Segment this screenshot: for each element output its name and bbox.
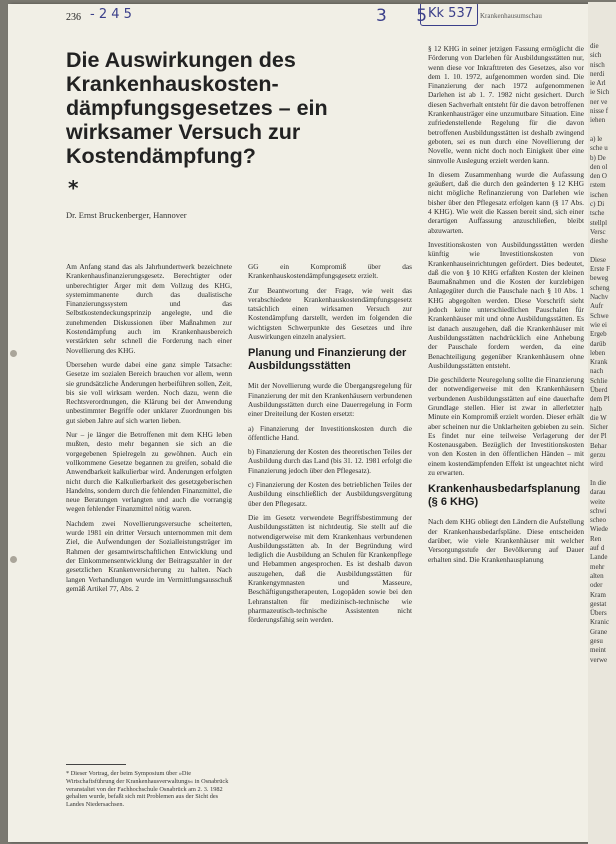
punch-hole (10, 556, 17, 563)
adjacent-page-line: darüb (590, 339, 606, 348)
adjacent-page-line: Kranic (590, 618, 610, 627)
adjacent-page-line: Behar (590, 441, 607, 450)
adjacent-page-line: Grane (590, 627, 608, 636)
adjacent-page-line: tsche (590, 209, 605, 218)
paragraph: GG ein Kompromiß über das Krankenhauskostendämpfungsgesetz erzielt. (248, 262, 412, 281)
paragraph: Die im Gesetz verwendete Begriffsbestimmung der Ausbildungsstätten ist nichtdeutig. Sie stellt auf die notwendigerweise mit dem Krankenhaus verbundenen Ausbildungsstätten ab. In der Begründung wird lediglich die Ausbildung an Schulen für Krankenpflege und Hebammen angesprochen. Es ist deshalb davon auszugehen, daß die Ausbildungsstätten für Krankengymnasten und Masseure, Beschäftigungstherapeuten, Logopäden sowie bei den Lehranstalten für medizinisch-technische wie pharmazeutisch-technische Assistenten nicht förderungsfähig sein werden. (248, 512, 412, 625)
adjacent-page-line: alten (590, 571, 604, 580)
adjacent-page-line: nisse f (590, 107, 609, 116)
paragraph: Am Anfang stand das als Jahrhundertwerk bezeichnete Krankenhausfinanzierungsgesetz. Berechtigter oder unberechtigter Ärger mit dem Vollzug des KHG, systemimmanente durch das dualistische Finanzierungssystem und das Selbstkostendeckungsprinzip angelegte, und die zunehmenden Diskussionen über Maßnahmen zur Kostendämpfung auch im Krankenhausbereich verstärkten sehr schnell die Forderung nach einer Novellierung des KHG. (66, 262, 232, 355)
author-line: Dr. Ernst Bruckenberger, Hannover (66, 210, 187, 220)
adjacent-page-line: gerzu (590, 451, 606, 460)
adjacent-page-line: iehen (590, 116, 606, 125)
adjacent-page-line: leben (590, 348, 606, 357)
punch-hole (10, 350, 17, 357)
paragraph: In diesem Zusammenhang wurde die Aufassung geäußert, daß die durch den geänderten § 12 KHG nicht mögliche Refinanzierung von Darlehen wie bisher über den Pflegesatz erfolgen kann (§ 17 Abs. 4 KHG). Wie weit die Kassen bereit sind, sich einer derartigen Auffassung anzuschließen, bleibt abzuwarten. (428, 169, 584, 235)
adjacent-page-line: wird (590, 460, 603, 469)
adjacent-page-line: nach (590, 367, 604, 376)
adjacent-page-line: ner ve (590, 97, 608, 106)
adjacent-page-line: Ergeb (590, 330, 607, 339)
adjacent-page-line: verwe (590, 655, 608, 664)
adjacent-page-line: rstem (590, 181, 606, 190)
adjacent-page-line: Sicher (590, 423, 608, 432)
adjacent-page-line: oder (590, 581, 603, 590)
handwritten-box-label: Kk 537 (428, 6, 473, 21)
adjacent-page-line: meint (590, 646, 606, 655)
adjacent-page-line: Nachv (590, 293, 609, 302)
adjacent-page-line: mehr (590, 562, 605, 571)
adjacent-page-line: den O (590, 172, 607, 181)
paragraph: c) Finanzierung der Kosten des betrieblichen Teiles der Ausbildung einschließlich der Ausbildungsvergütung über den Pflegesatz. (248, 480, 412, 508)
title-star: * (68, 176, 79, 200)
adjacent-page-line: Wiede (590, 525, 608, 534)
paragraph: Nachdem zwei Novellierungsversuche scheiterten, wurde 1981 ein dritter Versuch unternommen mit dem Ziel, die Aufwendungen der Sozialleistungsträger im Rahmen der gesamtwirtschaftlichen Entwicklung und der Einkommensentwicklung der Beitragszahler in der gesetzlichen Krankenversicherung zu halten. Nach langen Verhandlungen wurde im Vermittlungsausschuß gemäß Artikel 77, Abs. 2 (66, 518, 232, 593)
section-heading: Planung und Finanzierung der Ausbildungsstätten (248, 347, 407, 373)
adjacent-page-line: b) De (590, 153, 606, 162)
adjacent-page-line (590, 247, 610, 256)
adjacent-page-line: Lande (590, 553, 608, 562)
adjacent-page-line: Krank (590, 358, 608, 367)
adjacent-page-line (590, 470, 610, 479)
adjacent-page-line: Ren (590, 534, 602, 543)
adjacent-page-line: stellpl (590, 218, 608, 227)
adjacent-page-edge (588, 2, 616, 844)
paragraph: b) Finanzierung der Kosten des theoretischen Teiles der Ausbildung durch das Land (bis 31. 12. 1981 erfolgt die Finanzierung jedoch über den Pflegesatz). (248, 447, 412, 475)
adjacent-page-line: Versc (590, 227, 606, 236)
adjacent-page-line: sche u (590, 144, 608, 153)
adjacent-page-line: nerdi (590, 69, 605, 78)
adjacent-page-line: a) le (590, 134, 603, 143)
adjacent-page-line: halb (590, 404, 603, 413)
adjacent-page-line: Kram (590, 590, 606, 599)
adjacent-page-line: Übers (590, 609, 607, 618)
adjacent-page-line: c) Di (590, 200, 605, 209)
adjacent-page-line: darau (590, 488, 606, 497)
adjacent-page-line: Schlie (590, 376, 608, 385)
adjacent-page-line: ie Arl (590, 79, 606, 88)
footnote-rule (66, 764, 126, 765)
adjacent-page-line: den ol (590, 162, 608, 171)
adjacent-page-line: In die (590, 478, 607, 487)
paragraph: Mit der Novellierung wurde die Übergangsregelung für Finanzierung der mit den Krankenhäusern verbundenen Ausbildungsstätten durch eine Dauerregelung in Form einer Dreiteilung der Kosten ersetzt: (248, 381, 412, 419)
running-head: Krankenhausumschau (480, 12, 542, 20)
paragraph: Die geschilderte Neuregelung sollte die Finanzierung der notwendigerweise mit den Krankenhäusern verbundenen Ausbildungsstätten auf eine dauerhafte Grundlage stellen. Hier ist zwar in allerletzter Minute ein Kompromiß erzielt worden. Dieser erhält aber scheinen nur die Unklarheiten gebieben zu sein. Es findet nur eine teilweise Verlagerung der Kostenausgaben. Bezüglich der Investitionskosten von den Kosten in den öffentlichen Händen – mit einem kostendämpfenden Effekt ist ungeachtet nicht zu erwarten. (428, 375, 584, 478)
adjacent-page-line: sich (590, 51, 602, 60)
section-heading: Krankenhausbedarfsplanung (§ 6 KHG) (428, 483, 581, 509)
paragraph: Nur – je länger die Betroffenen mit dem KHG leben mußten, desto mehr begannen sie sich an die vorgegebenen Spielregeln zu gewöhnen. Auch ein vollkommene Gesetze begannen zu greifen, sobald die Anwendbarkeit kalkulierbar wird. Änderungen erfolgten nicht durch die Kalkulierbarkeit des gesetzgeberischen Handelns, sondern durch die fehlenden Finanzmittel, die neue Beratungen verlangten und auch die vorrangig wegen fehlender Finanzmittel nötig waren. (66, 430, 232, 514)
adjacent-page-line: Diese (590, 255, 606, 264)
adjacent-page-line: Überd (590, 385, 608, 394)
footnote: * Dieser Vortrag, der beim Symposium über »Die Wirtschaftsführung der Krankenhausverwaltungs« in Osnabrück veranstaltet von der Fachhochschule Osnabrück am 2. 3. 1982 gehalten wurde, befaßt sich mit Problemen aus der Sicht des Landes Niedersachsen. (66, 770, 229, 809)
adjacent-page-line: die (590, 42, 599, 50)
adjacent-page-line: die W (590, 413, 607, 422)
column-1 (66, 262, 232, 598)
column-2 (248, 262, 412, 630)
paragraph: § 12 KHG in seiner jetzigen Fassung ermöglicht die Förderung von Darlehen für Ausbildungsstätten nur, wenn diese vor Inkrafttreten des Gesetzes, also vor dem 1. 10. 1972, aufgenommen worden sind. Die Finanzierung der nach 1972 aufgenommenen Darlehen ist ab 1. 7. 1982 nicht gesichert. Durch diesen Sachverhalt entsteht für die davon betroffenen Krankenhausträger eine unzumutbare Situation. Eine zufriedenstellende Regelung für die davon betroffenen Ausbildungsstätten ist deshalb zwingend geboten, sei es nun durch eine Novellierung der Novelle, wenn nicht doch noch Einigkeit über eine sinnvolle Auslegung erzielt werden kann. (428, 44, 584, 165)
adjacent-page-line: Erste F (590, 265, 611, 274)
adjacent-page-line: Aufr (590, 302, 604, 311)
adjacent-page-line: der Pl (590, 432, 607, 441)
adjacent-page-line: wie ei (590, 320, 607, 329)
handwritten-page-number: - 2 4 5 (90, 7, 132, 22)
paragraph: a) Finanzierung der Investitionskosten durch die öffentliche Hand. (248, 423, 412, 442)
adjacent-page-line (590, 126, 610, 135)
adjacent-page-line: Schwe (590, 311, 609, 320)
adjacent-page-line: nisch (590, 60, 605, 69)
article-title: Die Auswirkungen des Krankenhauskosten-dämpfungsgesetzes – ein wirksamer Versuch zur Kostendämpfung? (66, 48, 328, 168)
magazine-page (8, 4, 588, 842)
adjacent-page-line: auf d (590, 544, 605, 553)
paragraph: Zur Beantwortung der Frage, wie weit das verabschiedete Krankenhauskostendämpfungsgesetz tatsächlich einen wirksamen Versuch zur Kostendämpfung darstellt, werden im folgenden die wichtigsten Schwerpunkte des Gesetzes und ihre Auswirkungen einzeln analysiert. (248, 285, 412, 342)
adjacent-page-line: dem Pl (590, 395, 610, 404)
adjacent-page-line: beweg (590, 274, 609, 283)
adjacent-page-line: gestat (590, 599, 607, 608)
adjacent-page-line: ischen (590, 190, 608, 199)
adjacent-page-line: gesu (590, 637, 603, 645)
adjacent-page-line: weite (590, 497, 606, 506)
adjacent-page-line: ie Sich (590, 88, 610, 97)
paragraph: Nach dem KHG obliegt den Ländern die Aufstellung der Krankenhausbedarfspläne. Diese entscheiden darüber, wie viele Krankenhäuser mit welcher Versorgungsstufe der Bevölkerung auf Dauer erhalten sind. Die Krankenhausplanung (428, 517, 584, 564)
column-3 (428, 44, 584, 569)
paragraph: Investitionskosten von Ausbildungsstätten werden künftig wie Investitionskosten von Krankenhauseinrichtungen gefördert. Dies bedeutet, daß die von § 10 KHG erfaßten Kosten der kleinen Baumaßnahmen und die Kosten der kurzlebigen Anlagegüter durch die Pauschale nach § 10 Abs. 1 KHG abgegolten werden. Diese Vorschrift sieht jedoch keine unterschiedlichen Pauschalen für Krankenhäuser mit und ohne Ausbildungsstätten. Es ist danach auszugehen, daß die Krankenhäuser mit Ausbildungsstätten nachdrücklich eine Anhebung der Pauschale fordern werden, da eine Benachteiligung gegenüber Krankenhäusern ohne Ausbildungsstätten entsteht. (428, 239, 584, 370)
adjacent-page-line: dieshe (590, 237, 608, 246)
adjacent-page-line: scheo (590, 516, 606, 525)
paragraph: Übersehen wurde dabei eine ganz simple Tatsache: Gesetze im sozialen Bereich brauchen vor allem, wenn sie grundsätzliche Änderungen herbeiführen sollen, Zeit, bis sie voll wirksam werden. Noch dazu, wenn die Rechtsverordnungen, die Klärung bei der Anwendung unbestimmter Begriffe oder unklarer Zuordnungen bis gut sieben Jahre auf sich warten lieben. (66, 359, 232, 425)
page-number: 236 (66, 12, 81, 23)
handwritten-margin-note: 3 5 (376, 6, 440, 26)
adjacent-page-line: schwi (590, 506, 607, 515)
adjacent-page-line: scheng (590, 283, 610, 292)
adjacent-page-text (588, 42, 610, 665)
